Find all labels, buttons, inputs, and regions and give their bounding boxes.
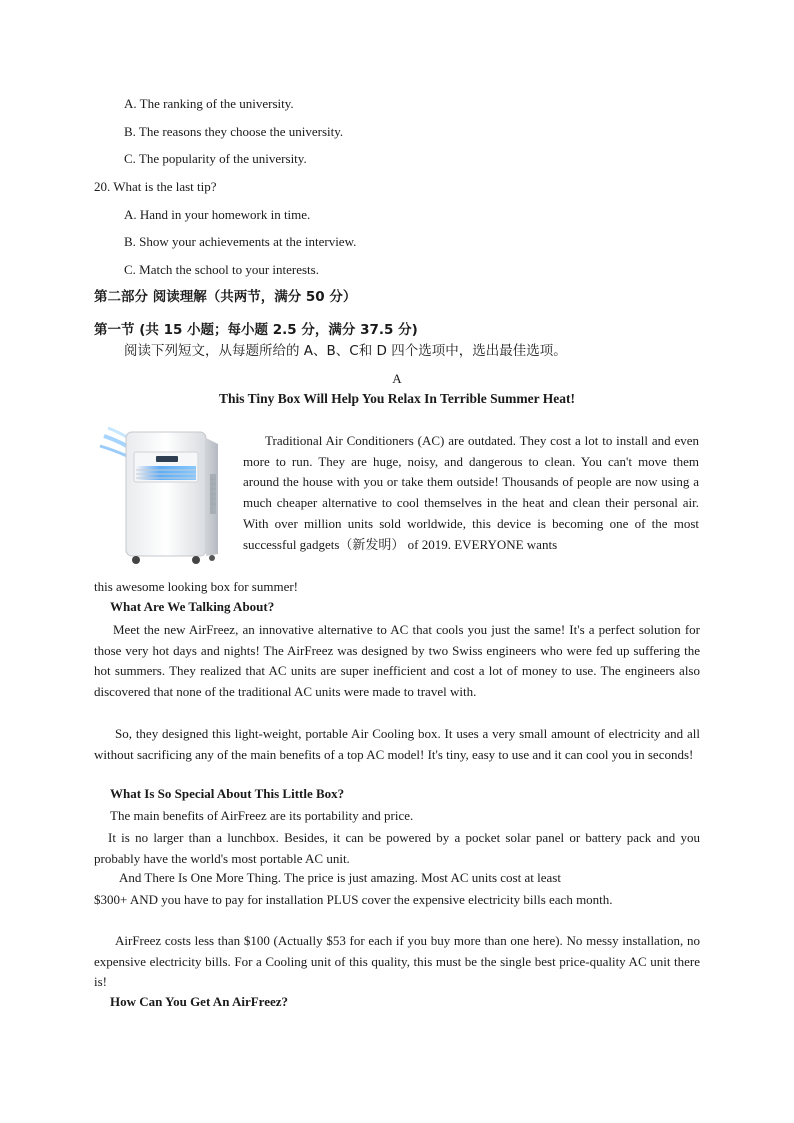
subheading-how-can-you-get: How Can You Get An AirFreez? (110, 994, 289, 1009)
instruction: 阅读下列短文，从每题所给的 A、B、C和 D 四个选项中，选出最佳选项。 (124, 343, 567, 359)
section1-heading: 第一节 (共 15 小题；每小题 2.5 分，满分 37.5 分) (94, 322, 418, 338)
paragraph-6: AirFreez costs less than $100 (Actually $53 for each if you buy more than one here). No messy installation, no expensive electricity bills. For a Cooling unit of this quality, this must be the single best price-quality AC unit there is! (94, 933, 700, 990)
passage-letter: A (392, 371, 402, 386)
intro-paragraph (243, 431, 699, 555)
paragraph-3: The main benefits of AirFreez are its portability and price. (110, 808, 414, 823)
paragraph-5-first-line: And There Is One More Thing. The price is just amazing. Most AC units cost at least (119, 870, 561, 885)
q20-option-a: A. Hand in your homework in time. (124, 207, 311, 222)
subheading-what-are-we-talking-about: What Are We Talking About? (110, 599, 275, 614)
intro-text: Traditional Air Conditioners (AC) are outdated. They cost a lot to install and even more to run. They are huge, noisy, and dangerous to clean. You can't move them around the house with you or take them outside! Thousands of people are now using a much cheaper alternative to cool themselves in the heat and clean their personal air. With over million units sold worldwide, this device is becoming one of the most successful gadgets（新发明） of 2019. EVERYONE wants (243, 433, 699, 552)
q20-option-b: B. Show your achievements at the interview. (124, 234, 357, 249)
paragraph-5-rest: $300+ AND you have to pay for installation PLUS cover the expensive electricity bills each month. (94, 892, 613, 907)
subheading-what-is-so-special: What Is So Special About This Little Box? (110, 786, 345, 801)
passage-title: This Tiny Box Will Help You Relax In Terrible Summer Heat! (218, 391, 576, 406)
intro-tail: this awesome looking box for summer! (94, 579, 298, 594)
paragraph-1: Meet the new AirFreez, an innovative alternative to AC that cools you just the same! It's a perfect solution for those very hot days and nights! The AirFreez was designed by two Swiss engineers who were fed up suffering the hot summers. They realized that AC units are super inefficient and cost a lot of money to use. The engineers also discovered that none of the traditional AC units were made to travel with. (94, 622, 700, 700)
part2-heading: 第二部分 阅读理解（共两节，满分 50 分） (94, 289, 357, 305)
q19-option-c: C. The popularity of the university. (124, 151, 307, 166)
q20-question: 20. What is the last tip? (94, 179, 217, 194)
portable-air-cooler-image (98, 424, 238, 566)
q19-option-a: A. The ranking of the university. (124, 96, 294, 111)
q19-option-b: B. The reasons they choose the university. (124, 124, 344, 139)
paragraph-2: So, they designed this light-weight, portable Air Cooling box. It uses a very small amount of electricity and all without sacrificing any of the main benefits of a top AC model! It's tiny, easy to use and it can cool you in seconds! (94, 726, 700, 762)
q20-option-c: C. Match the school to your interests. (124, 262, 319, 277)
paragraph-4: It is no larger than a lunchbox. Besides, it can be powered by a pocket solar panel or battery pack and you probably have the world's most portable AC unit. (94, 830, 700, 866)
